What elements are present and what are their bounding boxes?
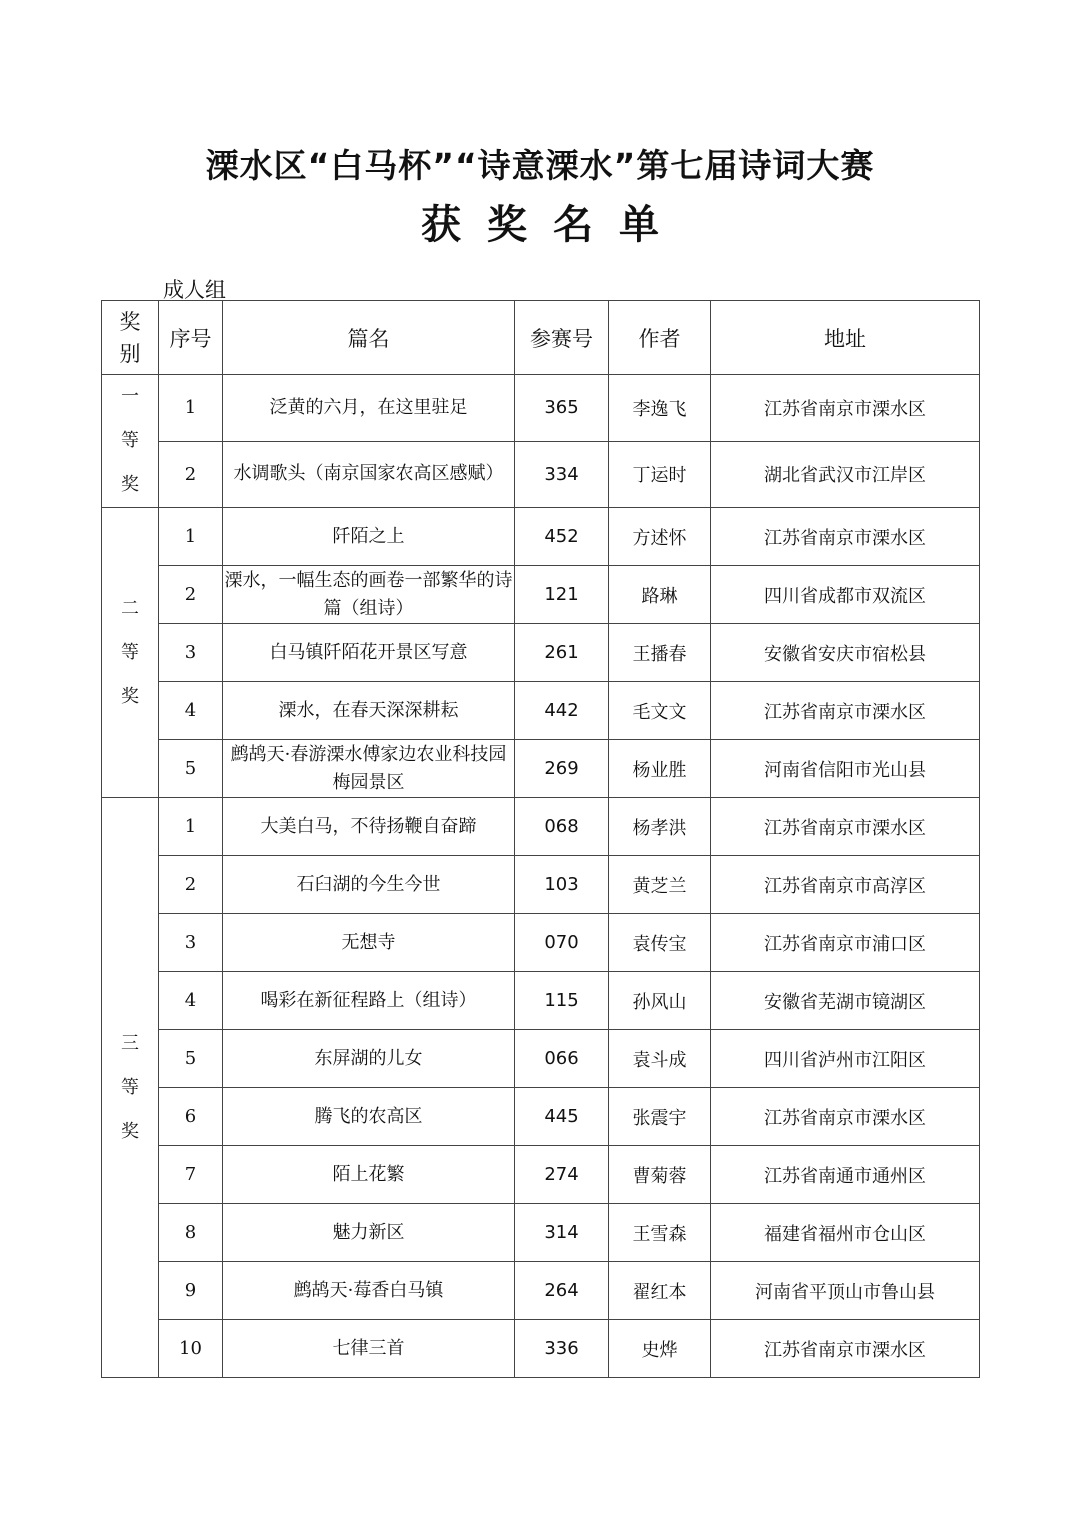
table-row [102, 1146, 980, 1204]
row-index: 1 [159, 375, 223, 442]
row-entry-no: 334 [515, 441, 609, 508]
row-author: 毛文文 [609, 682, 711, 740]
row-title: 鹧鸪天·莓香白马镇 [223, 1262, 515, 1320]
page-title: 溧水区“白马杯”“诗意溧水”第七届诗词大赛 [205, 146, 875, 185]
row-address: 四川省成都市双流区 [711, 566, 980, 624]
row-title: 陌上花繁 [223, 1146, 515, 1204]
row-entry-no: 365 [515, 375, 609, 442]
row-entry-no: 269 [515, 740, 609, 798]
award-category-label: 二 等 奖 [121, 597, 139, 707]
table-row [102, 508, 980, 566]
row-address: 江苏省南京市浦口区 [711, 914, 980, 972]
row-title: 溧水，在春天深深耕耘 [223, 682, 515, 740]
row-author: 王雪森 [609, 1204, 711, 1262]
table-row [102, 798, 980, 856]
header-index: 序号 [159, 301, 223, 375]
row-title: 鹧鸪天·春游溧水傅家边农业科技园梅园景区 [223, 740, 515, 798]
table-row [102, 375, 980, 442]
row-title: 石臼湖的今生今世 [223, 856, 515, 914]
row-index: 5 [159, 1030, 223, 1088]
table-row [102, 856, 980, 914]
row-author: 王播春 [609, 624, 711, 682]
table-row [102, 1030, 980, 1088]
row-address: 江苏省南京市溧水区 [711, 1320, 980, 1378]
row-index: 6 [159, 1088, 223, 1146]
table-row [102, 1204, 980, 1262]
row-title: 七律三首 [223, 1320, 515, 1378]
row-author: 黄芝兰 [609, 856, 711, 914]
row-title: 无想寺 [223, 914, 515, 972]
row-index: 7 [159, 1146, 223, 1204]
row-title: 水调歌头（南京国家农高区感赋） [223, 441, 515, 508]
row-author: 杨孝洪 [609, 798, 711, 856]
row-address: 湖北省武汉市江岸区 [711, 441, 980, 508]
row-index: 5 [159, 740, 223, 798]
row-address: 江苏省南京市溧水区 [711, 375, 980, 442]
table-row [102, 1320, 980, 1378]
row-address: 福建省福州市仓山区 [711, 1204, 980, 1262]
award-category-cell [102, 375, 159, 508]
award-category-cell [102, 798, 159, 1378]
row-title: 腾飞的农高区 [223, 1088, 515, 1146]
row-author: 袁传宝 [609, 914, 711, 972]
row-index: 9 [159, 1262, 223, 1320]
row-index: 2 [159, 856, 223, 914]
row-address: 江苏省南京市溧水区 [711, 798, 980, 856]
table-row [102, 914, 980, 972]
row-entry-no: 264 [515, 1262, 609, 1320]
award-category-cell [102, 508, 159, 798]
row-index: 4 [159, 972, 223, 1030]
table-row [102, 1088, 980, 1146]
row-author: 丁运时 [609, 441, 711, 508]
header-address: 地址 [711, 301, 980, 375]
row-author: 杨业胜 [609, 740, 711, 798]
header-category: 奖 别 [102, 301, 159, 375]
awards-table [101, 300, 980, 1378]
header-title: 篇名 [223, 301, 515, 375]
table-row [102, 624, 980, 682]
header-author: 作者 [609, 301, 711, 375]
row-title: 阡陌之上 [223, 508, 515, 566]
table-row [102, 972, 980, 1030]
row-entry-no: 261 [515, 624, 609, 682]
row-title: 泛黄的六月，在这里驻足 [223, 375, 515, 442]
row-author: 翟红本 [609, 1262, 711, 1320]
row-title: 魅力新区 [223, 1204, 515, 1262]
row-address: 江苏省南京市溧水区 [711, 682, 980, 740]
row-author: 方述怀 [609, 508, 711, 566]
row-entry-no: 070 [515, 914, 609, 972]
row-index: 2 [159, 566, 223, 624]
row-index: 4 [159, 682, 223, 740]
row-entry-no: 103 [515, 856, 609, 914]
row-index: 1 [159, 508, 223, 566]
awards-body [102, 375, 980, 1378]
row-address: 江苏省南京市高淳区 [711, 856, 980, 914]
row-address: 安徽省芜湖市镜湖区 [711, 972, 980, 1030]
row-title: 喝彩在新征程路上（组诗） [223, 972, 515, 1030]
row-author: 张震宇 [609, 1088, 711, 1146]
table-row [102, 566, 980, 624]
award-category-label: 三 等 奖 [121, 1032, 139, 1142]
page-subtitle: 获奖名单 [421, 202, 685, 248]
row-entry-no: 336 [515, 1320, 609, 1378]
row-author: 路琳 [609, 566, 711, 624]
row-title: 白马镇阡陌花开景区写意 [223, 624, 515, 682]
table-row [102, 740, 980, 798]
row-address: 江苏省南通市通州区 [711, 1146, 980, 1204]
row-entry-no: 068 [515, 798, 609, 856]
row-author: 孙风山 [609, 972, 711, 1030]
table-header-row [102, 301, 980, 375]
row-entry-no: 452 [515, 508, 609, 566]
header-entry-no: 参赛号 [515, 301, 609, 375]
row-index: 3 [159, 624, 223, 682]
table-row [102, 441, 980, 508]
row-address: 江苏省南京市溧水区 [711, 1088, 980, 1146]
row-address: 安徽省安庆市宿松县 [711, 624, 980, 682]
row-index: 10 [159, 1320, 223, 1378]
row-address: 四川省泸州市江阳区 [711, 1030, 980, 1088]
row-author: 袁斗成 [609, 1030, 711, 1088]
row-entry-no: 121 [515, 566, 609, 624]
row-author: 李逸飞 [609, 375, 711, 442]
row-title: 东屏湖的儿女 [223, 1030, 515, 1088]
row-address: 河南省信阳市光山县 [711, 740, 980, 798]
row-address: 江苏省南京市溧水区 [711, 508, 980, 566]
row-entry-no: 314 [515, 1204, 609, 1262]
table-row [102, 1262, 980, 1320]
award-category-label: 一 等 奖 [121, 386, 139, 495]
group-label: 成人组 [163, 278, 226, 302]
row-title: 溧水，一幅生态的画卷一部繁华的诗篇（组诗） [223, 566, 515, 624]
row-entry-no: 115 [515, 972, 609, 1030]
row-entry-no: 066 [515, 1030, 609, 1088]
row-index: 2 [159, 441, 223, 508]
row-author: 曹菊蓉 [609, 1146, 711, 1204]
row-entry-no: 442 [515, 682, 609, 740]
row-author: 史烨 [609, 1320, 711, 1378]
row-index: 1 [159, 798, 223, 856]
table-row [102, 682, 980, 740]
row-index: 8 [159, 1204, 223, 1262]
row-address: 河南省平顶山市鲁山县 [711, 1262, 980, 1320]
row-entry-no: 274 [515, 1146, 609, 1204]
row-index: 3 [159, 914, 223, 972]
row-title: 大美白马，不待扬鞭自奋蹄 [223, 798, 515, 856]
row-entry-no: 445 [515, 1088, 609, 1146]
